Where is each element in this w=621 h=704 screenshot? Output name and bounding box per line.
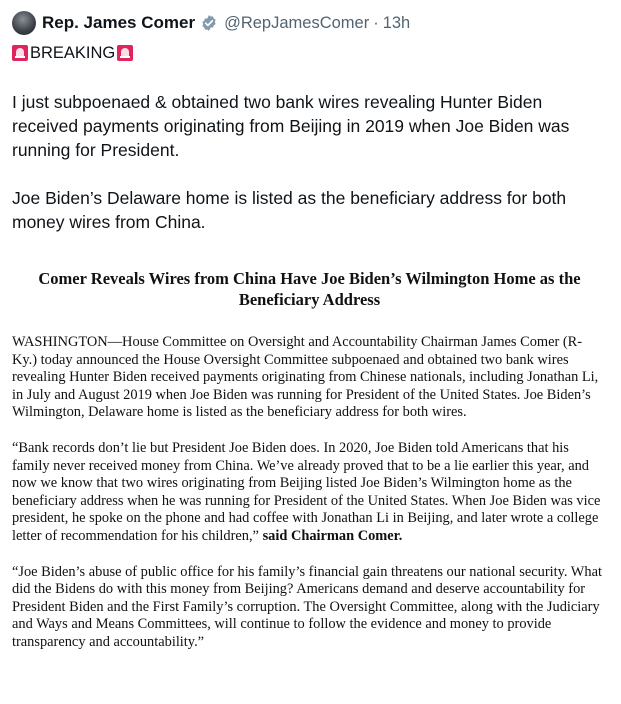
press-release-paragraph: “Joe Biden’s abuse of public office for his family’s financial gain threatens our national security. What did the Bidens do with this money from Beijing? Americans demand and deserve accountability for President Biden and the First Family’s corruption. The Oversight Committee, along with the Judiciary and Ways and Means Committees, will continue to follow the evidence and money to provide transparency and accountability.” <box>12 563 602 650</box>
tweet-header <box>12 10 607 36</box>
siren-icon <box>12 45 28 61</box>
press-release-quote <box>12 440 607 546</box>
press-release-paragraph: WASHINGTON—House Committee on Oversight and Accountability Chairman James Comer (R-Ky.) today announced the House Oversight Committee subpoenaed and obtained two bank wires revealing Hunter Biden received payments originating from Chinese nationals, including Jonathan Li, in July and August 2019 when Joe Biden was running for President of the United States. Joe Biden’s Wilmington, Delaware home is listed as the beneficiary address for both wires. <box>12 334 599 421</box>
press-release-image[interactable] <box>12 268 607 652</box>
press-release-title: Comer Reveals Wires from China Have Joe Biden’s Wilmington Home as the Beneficiary Address <box>38 269 581 309</box>
tweet-timestamp[interactable]: 13h <box>382 13 411 32</box>
siren-icon <box>117 45 133 61</box>
verified-badge-icon <box>200 14 218 32</box>
breaking-label: BREAKING <box>30 43 116 62</box>
breaking-line <box>12 42 607 64</box>
quote-text: “Bank records don’t lie but President Joe Biden does. In 2020, Joe Biden told Americans that his family never received money from China. We’ve already proved that to be a lie earlier this year, and now we know that two wires originating from Beijing listed Joe Biden’s Wilmington home as the beneficiary address when he was running for President of the United States. When Joe Biden was vice president, he spoke on the phone and had coffee with Jonathan Li in Beijing, and later wrote a college letter of recommendation for his children,” <box>12 439 601 544</box>
header-separator: · <box>373 13 379 32</box>
tweet-paragraph: Joe Biden’s Delaware home is listed as the beneficiary address for both money wires from China. <box>12 188 567 232</box>
author-name[interactable]: Rep. James Comer <box>42 13 196 32</box>
author-handle[interactable]: @RepJamesComer <box>224 13 370 32</box>
tweet-paragraph: I just subpoenaed & obtained two bank wires revealing Hunter Biden received payments originating from Beijing in 2019 when Joe Biden was running for President. <box>12 92 570 160</box>
avatar[interactable] <box>12 11 36 35</box>
quote-attribution: said Chairman Comer. <box>262 527 403 544</box>
